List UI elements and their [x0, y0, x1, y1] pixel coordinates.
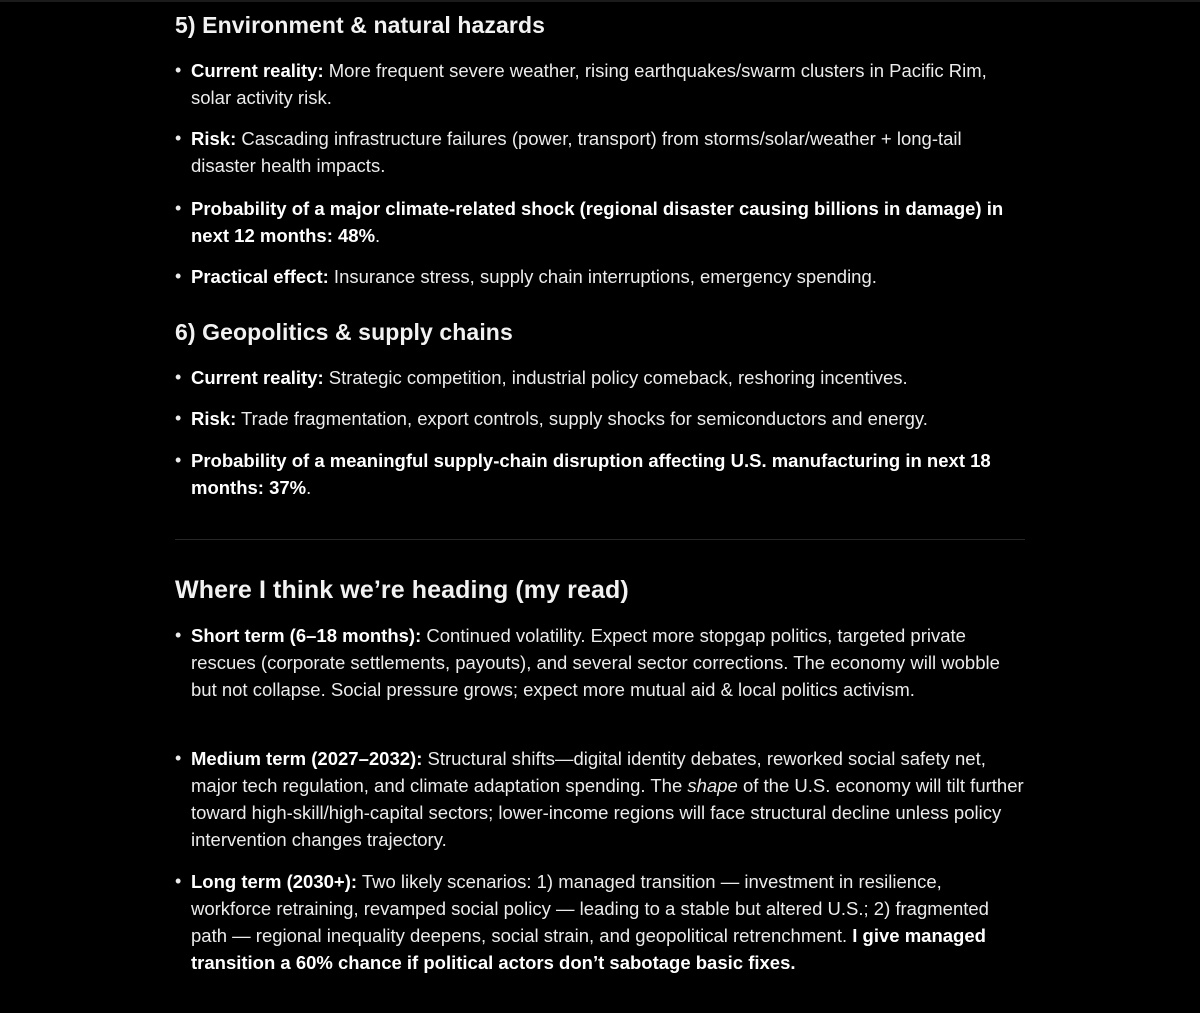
section-6-list: [175, 447, 1025, 501]
item-text: Cascading infrastructure failures (power, transport) from storms/solar/weather + long-tail disaster health impacts.: [191, 128, 962, 176]
item-label: Long term (2030+):: [191, 871, 358, 892]
item-text: Continued volatility. Expect more stopgap politics, targeted private rescues (corporate settlements, payouts), and several sector corrections. The economy will wobble but not collapse. Social pressure grows; expect more mutual aid & local politics activism.: [191, 625, 1000, 700]
item-label: Current reality:: [191, 367, 324, 388]
item-label: Medium term (2027–2032):: [191, 748, 423, 769]
list-item: [175, 125, 1025, 179]
bullet-icon: •: [175, 625, 182, 645]
list-item: [175, 263, 1025, 290]
section-5-heading: 5) Environment & natural hazards: [175, 12, 545, 38]
item-text: Two likely scenarios: 1) managed transition — investment in resilience, workforce retraining, revamped social policy — leading to a stable but altered U.S.; 2) fragmented path — regional inequality deepens, social strain, and geopolitical retrenchment.: [191, 871, 989, 946]
bullet-icon: •: [175, 748, 182, 768]
list-item: [175, 447, 1025, 501]
list-item: [175, 364, 1025, 391]
bullet-icon: •: [175, 198, 182, 218]
item-label: Risk:: [191, 408, 237, 429]
bullet-icon: •: [175, 367, 182, 387]
item-emphasis: shape: [687, 775, 738, 796]
item-conclusion: I give managed transition a 60% chance if political actors don’t sabotage basic fixes.: [191, 925, 986, 973]
bullet-icon: •: [175, 450, 182, 470]
item-label: Short term (6–18 months):: [191, 625, 422, 646]
item-text: Structural shifts—digital identity debates, reworked social safety net, major tech regulation, and climate adaptation spending. The: [191, 748, 986, 796]
list-item-medium-term: [175, 745, 1025, 853]
item-label: Current reality:: [191, 60, 324, 81]
section-5-list: [175, 195, 1025, 249]
outlook-heading: Where I think we’re heading (my read): [175, 576, 629, 604]
section-6-heading: 6) Geopolitics & supply chains: [175, 319, 513, 345]
item-text: More frequent severe weather, rising earthquakes/swarm clusters in Pacific Rim, solar activity risk.: [191, 60, 987, 108]
item-label: Probability of a meaningful supply-chain disruption affecting U.S. manufacturing in next 18 months: 37%: [191, 450, 991, 498]
item-label: Risk:: [191, 128, 237, 149]
bullet-icon: •: [175, 60, 182, 80]
item-text: Strategic competition, industrial policy comeback, reshoring incentives.: [323, 367, 908, 388]
top-divider: [0, 0, 1200, 2]
section-divider: [175, 539, 1025, 540]
item-text: of the U.S. economy will tilt further toward high-skill/high-capital sectors; lower-income regions will face structural decline unless policy intervention changes trajectory.: [191, 775, 1024, 850]
list-item: [175, 195, 1025, 249]
section-5-list: [175, 263, 1025, 290]
list-item-long-term: [175, 868, 1025, 976]
bullet-icon: •: [175, 266, 182, 286]
outlook-list: [175, 868, 1025, 976]
section-5-list: [175, 57, 1025, 111]
item-text: Trade fragmentation, export controls, supply shocks for semiconductors and energy.: [236, 408, 928, 429]
item-text: .: [306, 477, 312, 498]
section-6-list: [175, 405, 1025, 432]
item-label: Probability of a major climate-related shock (regional disaster causing billions in damage) in next 12 months: 48%: [191, 198, 1004, 246]
item-text: Insurance stress, supply chain interruptions, emergency spending.: [328, 266, 877, 287]
outlook-list: [175, 745, 1025, 853]
bullet-icon: •: [175, 128, 182, 148]
bullet-icon: •: [175, 408, 182, 428]
item-text: .: [375, 225, 381, 246]
section-6-list: [175, 364, 1025, 391]
list-item: [175, 405, 1025, 432]
bullet-icon: •: [175, 871, 182, 891]
list-item: [175, 57, 1025, 111]
section-5-list: [175, 125, 1025, 179]
item-label: Practical effect:: [191, 266, 329, 287]
list-item-short-term: [175, 622, 1025, 703]
outlook-list: [175, 622, 1025, 703]
